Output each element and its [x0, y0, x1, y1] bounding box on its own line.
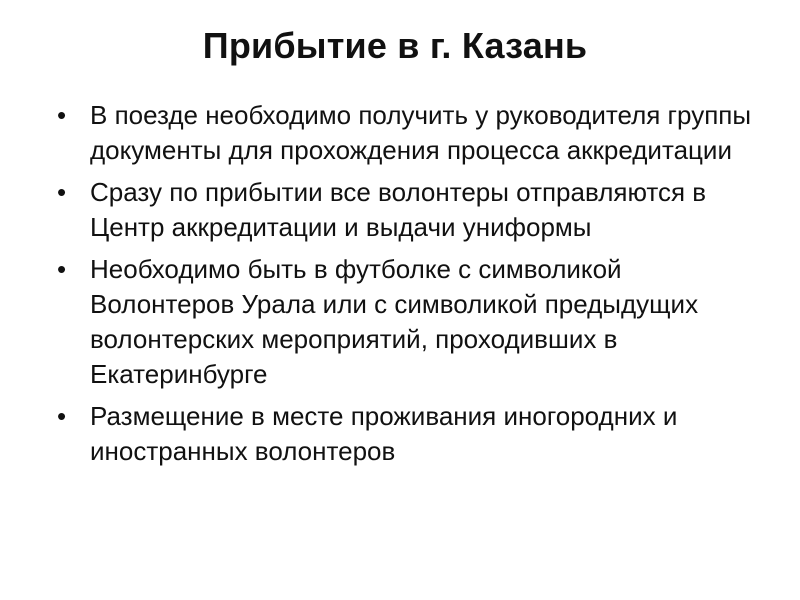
bullet-marker: • — [57, 401, 67, 431]
bullet-text: Размещение в месте проживания иногородних и иностранных волонтеров — [90, 401, 678, 466]
bullet-marker: • — [57, 177, 67, 207]
bullet-text: Сразу по прибытии все волонтеры отправляются в Центр аккредитации и выдачи униформы — [90, 177, 707, 242]
bullet-marker: • — [57, 100, 67, 130]
bullet-item — [54, 399, 766, 469]
bullet-list — [54, 98, 766, 476]
bullet-item — [54, 252, 766, 392]
bullet-item — [54, 175, 766, 245]
bullet-item — [54, 98, 766, 168]
bullet-text: В поезде необходимо получить у руководителя группы документы для прохождения процесса аккредитации — [90, 100, 752, 165]
bullet-marker: • — [57, 254, 67, 284]
bullet-text: Необходимо быть в футболке с символикой Волонтеров Урала или с символикой предыдущих волонтерских мероприятий, проходивших в Екатеринбурге — [90, 254, 699, 389]
slide-title: Прибытие в г. Казань — [202, 25, 588, 66]
